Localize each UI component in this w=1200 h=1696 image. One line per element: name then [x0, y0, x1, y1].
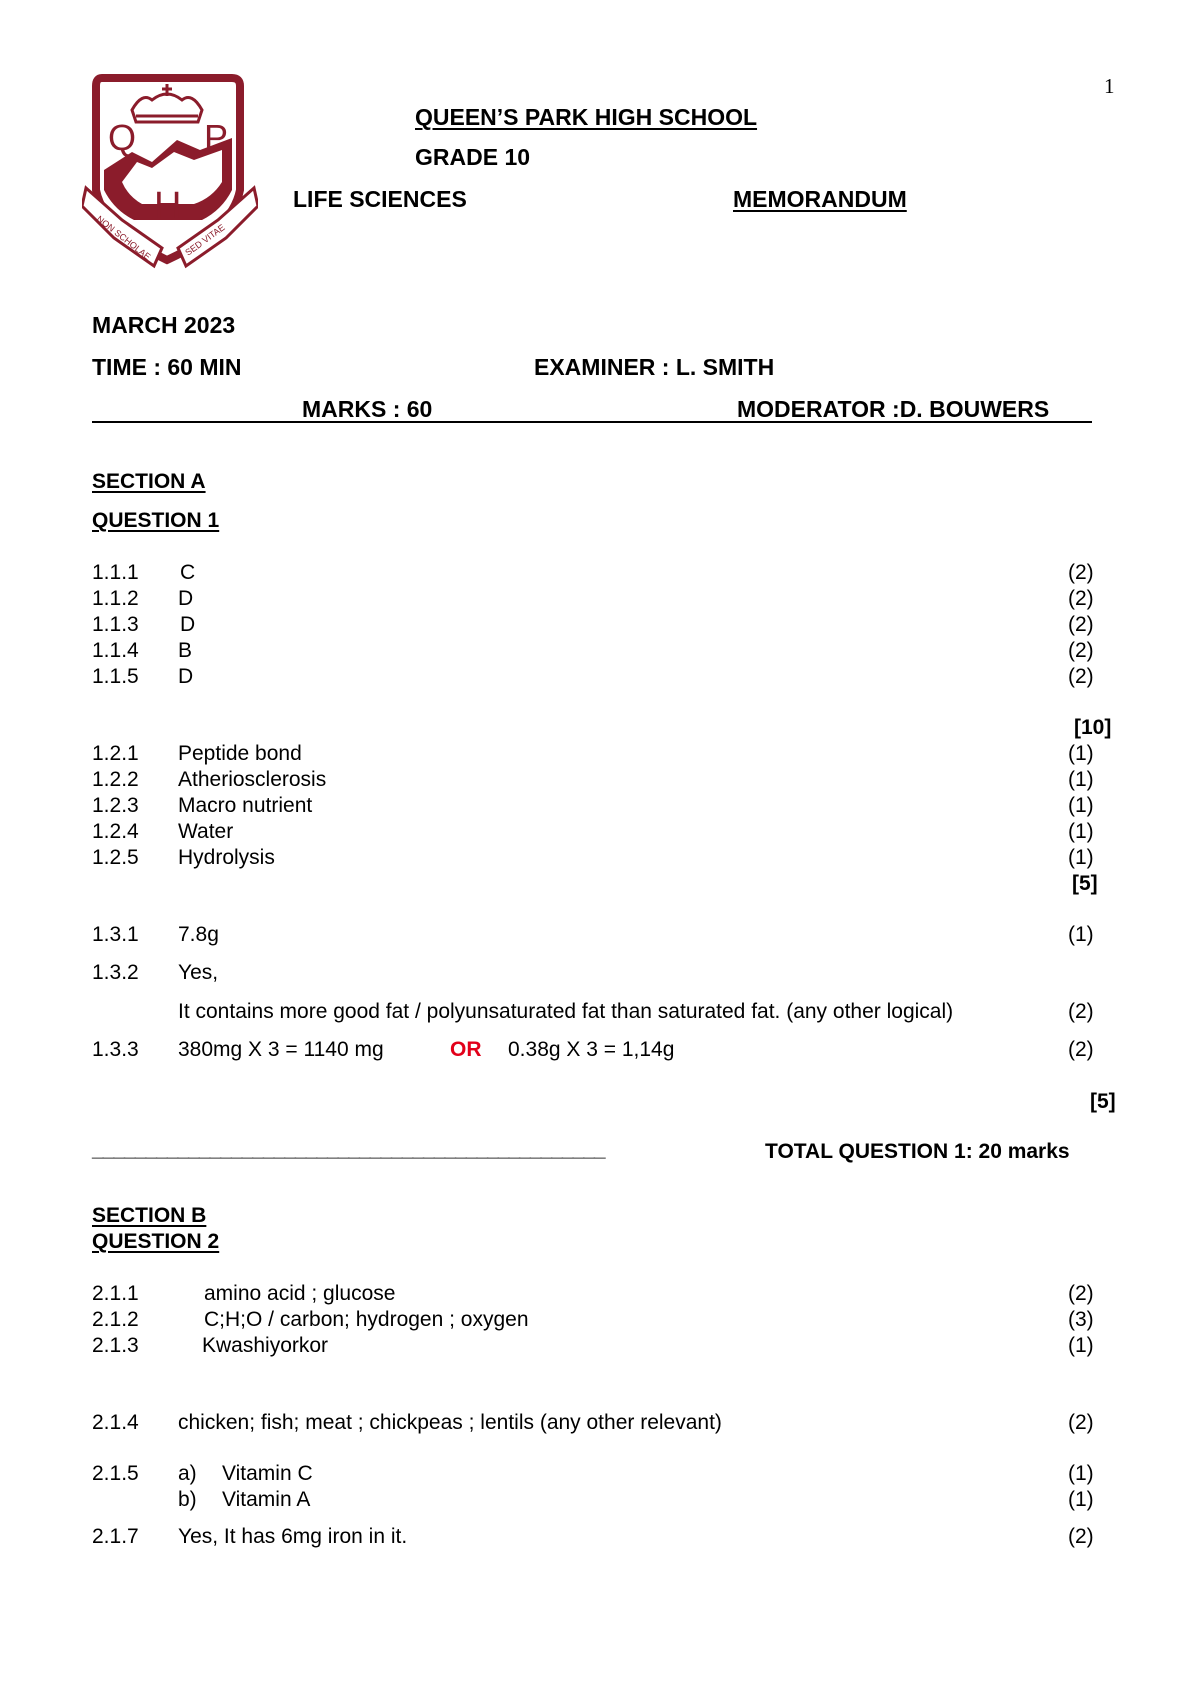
total-underline: ________________________________________________ — [92, 1138, 605, 1161]
total-marks: MARKS : 60 — [302, 396, 433, 422]
section-b-title: SECTION B — [92, 1204, 207, 1227]
q2-1-2-mark: (3) — [1068, 1308, 1094, 1331]
question-1-title: QUESTION 1 — [92, 509, 220, 532]
q1-2-3-mark: (1) — [1068, 794, 1094, 817]
header-divider — [92, 421, 1092, 423]
subject-label: LIFE SCIENCES — [293, 186, 467, 212]
q1-2-5-mark: (1) — [1068, 846, 1094, 869]
q1-3-3-mark: (2) — [1068, 1038, 1094, 1061]
q1-3-1-mark: (1) — [1068, 923, 1094, 946]
crown-icon — [132, 84, 202, 122]
crest-motto-left: NON SCHOLAE — [94, 213, 153, 262]
q1-1-3-mark: (2) — [1068, 613, 1094, 636]
q2-1-1-num: 2.1.1 — [92, 1282, 139, 1305]
q2-1-4-num: 2.1.4 — [92, 1411, 139, 1434]
grade-label: GRADE 10 — [415, 144, 531, 170]
q1-3-2-mark: (2) — [1068, 1000, 1094, 1023]
q1-1-2-num: 1.1.2 — [92, 587, 139, 610]
q1-2-1-num: 1.2.1 — [92, 742, 139, 765]
q1-3-total: [5] — [1090, 1090, 1116, 1113]
q1-2-total: [5] — [1072, 872, 1098, 895]
q1-1-2-answer: D — [178, 587, 194, 610]
q1-3-1-answer: 7.8g — [178, 923, 219, 946]
q1-3-3-or: OR — [450, 1038, 482, 1061]
section-a-title: SECTION A — [92, 470, 206, 493]
q1-3-2-answer-line2: It contains more good fat / polyunsaturated fat than saturated fat. (any other logical) — [178, 1000, 954, 1023]
q1-1-1-answer: C — [180, 561, 196, 584]
q2-1-3-answer: Kwashiyorkor — [202, 1334, 329, 1357]
q1-2-4-mark: (1) — [1068, 820, 1094, 843]
q2-1-5-a-answer: Vitamin C — [222, 1462, 313, 1485]
q1-3-3-answer-a: 380mg X 3 = 1140 mg — [178, 1038, 384, 1061]
q1-2-5-answer: Hydrolysis — [178, 846, 275, 869]
q1-2-4-num: 1.2.4 — [92, 820, 139, 843]
q2-1-7-mark: (2) — [1068, 1525, 1094, 1548]
q1-1-2-mark: (2) — [1068, 587, 1094, 610]
q1-1-3-answer: D — [180, 613, 196, 636]
total-question-1: TOTAL QUESTION 1: 20 marks — [765, 1140, 1070, 1163]
q2-1-5-b-label: b) — [178, 1488, 197, 1511]
q1-2-2-answer: Atheriosclerosis — [178, 768, 327, 791]
q2-1-5-a-mark: (1) — [1068, 1462, 1094, 1485]
q2-1-5-a-label: a) — [178, 1462, 197, 1485]
crest-letter-p: P — [204, 117, 229, 158]
q2-1-7-answer: Yes, It has 6mg iron in it. — [178, 1525, 408, 1548]
q1-3-3-answer-b: 0.38g X 3 = 1,14g — [508, 1038, 675, 1061]
school-crest-logo — [82, 70, 258, 278]
q2-1-4-answer: chicken; fish; meat ; chickpeas ; lentils (any other relevant) — [178, 1411, 722, 1434]
q1-3-2-num: 1.3.2 — [92, 961, 139, 984]
q1-2-1-answer: Peptide bond — [178, 742, 302, 765]
crest-letter-q: Q — [108, 117, 137, 158]
q2-1-7-num: 2.1.7 — [92, 1525, 139, 1548]
q1-1-4-mark: (2) — [1068, 639, 1094, 662]
moderator: MODERATOR :D. BOUWERS — [737, 396, 1050, 422]
q1-3-3-num: 1.3.3 — [92, 1038, 139, 1061]
q1-2-4-answer: Water — [178, 820, 234, 843]
q1-3-1-num: 1.3.1 — [92, 923, 139, 946]
q1-1-5-answer: D — [178, 665, 194, 688]
q1-1-1-num: 1.1.1 — [92, 561, 139, 584]
page-number: 1 — [1104, 74, 1115, 98]
q1-1-total: [10] — [1074, 716, 1112, 739]
examiner: EXAMINER : L. SMITH — [534, 354, 775, 380]
crest-letter-h: H — [154, 185, 182, 227]
q1-2-2-mark: (1) — [1068, 768, 1094, 791]
q1-2-3-num: 1.2.3 — [92, 794, 139, 817]
q1-2-2-num: 1.2.2 — [92, 768, 139, 791]
q2-1-3-mark: (1) — [1068, 1334, 1094, 1357]
exam-date: MARCH 2023 — [92, 312, 236, 338]
crest-motto-right: SED VITAE — [183, 222, 227, 258]
q2-1-4-mark: (2) — [1068, 1411, 1094, 1434]
q2-1-1-answer: amino acid ; glucose — [204, 1282, 396, 1305]
q1-1-1-mark: (2) — [1068, 561, 1094, 584]
school-name: QUEEN’S PARK HIGH SCHOOL — [415, 104, 758, 130]
q1-2-3-answer: Macro nutrient — [178, 794, 313, 817]
q2-1-3-num: 2.1.3 — [92, 1334, 139, 1357]
q1-3-2-answer: Yes, — [178, 961, 219, 984]
q1-1-3-num: 1.1.3 — [92, 613, 139, 636]
q2-1-2-num: 2.1.2 — [92, 1308, 139, 1331]
q2-1-1-mark: (2) — [1068, 1282, 1094, 1305]
q1-1-4-num: 1.1.4 — [92, 639, 139, 662]
q2-1-5-b-answer: Vitamin A — [222, 1488, 311, 1511]
q1-2-1-mark: (1) — [1068, 742, 1094, 765]
q2-1-5-b-mark: (1) — [1068, 1488, 1094, 1511]
question-2-title: QUESTION 2 — [92, 1230, 220, 1253]
q1-2-5-num: 1.2.5 — [92, 846, 139, 869]
q1-1-5-num: 1.1.5 — [92, 665, 139, 688]
exam-time: TIME : 60 MIN — [92, 354, 242, 380]
q2-1-2-answer: C;H;O / carbon; hydrogen ; oxygen — [204, 1308, 529, 1331]
document-type: MEMORANDUM — [733, 186, 907, 212]
q1-1-4-answer: B — [178, 639, 193, 662]
q1-1-5-mark: (2) — [1068, 665, 1094, 688]
q2-1-5-num: 2.1.5 — [92, 1462, 139, 1485]
